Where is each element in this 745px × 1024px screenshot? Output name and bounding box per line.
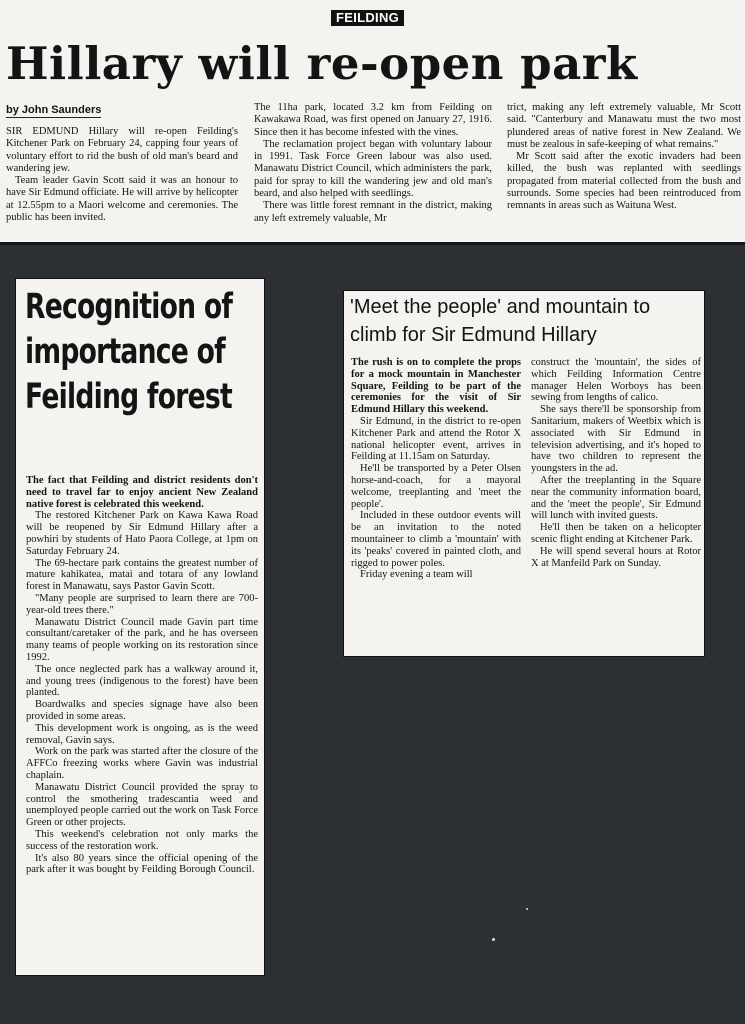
section-kicker: FEILDING: [331, 10, 404, 26]
paragraph: "Many people are surprised to learn there are 700-year-old trees there.": [26, 592, 258, 616]
clipping-column-2: [531, 357, 701, 653]
scan-speck: [492, 938, 495, 941]
lead-paragraph: The fact that Feilding and district residents don't need to travel far to enjoy ancient New Zealand native forest is celebrated this weekend.: [26, 475, 258, 510]
top-article-column-2: [254, 102, 492, 240]
main-headline: Hillary will re-open park: [6, 37, 638, 90]
byline: by John Saunders: [6, 104, 102, 116]
lead-paragraph: The rush is on to complete the props for a mock mountain in Manchester Square, Feilding to be part of the ceremonies for the visit of Sir Edmund Hillary this weekend.: [351, 357, 521, 416]
paragraph: Manawatu District Council provided the spray to control the smothering tradescantia weed and unemployed people carried out the work on Task Force Green or other projects.: [26, 781, 258, 829]
top-article-column-3: [507, 102, 741, 240]
clipping-body: [26, 475, 258, 876]
forest-clipping: [15, 278, 265, 976]
paragraph: He will spend several hours at Rotor X at Manfeild Park on Sunday.: [531, 545, 701, 569]
paragraph: After the treeplanting in the Square near the community information board, and the 'meet the people', Sir Edmund will lunch with invited guests.: [531, 474, 701, 522]
paragraph: Boardwalks and species signage have also been provided in some areas.: [26, 699, 258, 722]
paragraph: construct the 'mountain', the sides of which Feilding Information Centre manager Helen Worboys has been sewing from lengths of calico.: [531, 357, 701, 404]
paragraph: He'll then be taken on a helicopter scenic flight ending at Kitchener Park.: [531, 522, 701, 545]
paragraph: SIR EDMUND Hillary will re-open Feilding's Kitchener Park on February 24, capping four years of voluntary effort to rid the bush of old man's beard and wandering jew.: [6, 126, 238, 174]
paragraph: Mr Scott said after the exotic invaders had been killed, the bush was replanted with seedlings propagated from material collected from the bush and surrounds. Some species had been reintroduced from remnants in areas such as Waituna West.: [507, 151, 741, 212]
clipping-columns: [351, 357, 701, 653]
top-article-column-1: [6, 126, 238, 238]
paragraph: Team leader Gavin Scott said it was an honour to have Sir Edmund officiate. He will arrive by helicopter at 12.55pm to a Maori welcome and ceremonies. The public has been invited.: [6, 175, 238, 224]
paragraph: It's also 80 years since the official opening of the park after it was bought by Feilding Borough Council.: [26, 852, 258, 876]
paragraph: trict, making any left extremely valuable, Mr Scott said. "Canterbury and Manawatu must the two most plundered areas of native forest in New Zealand. We must be zealous in safe-keeping of what remains.": [507, 102, 741, 150]
paragraph: Included in these outdoor events will be an invitation to the noted mountaineer to climb a 'mountain' with its 'peaks' covered in painted cloth, and rigged to power poles.: [351, 510, 521, 569]
paragraph: The 11ha park, located 3.2 km from Feilding on Kawakawa Road, was first opened on January 27, 1916. Since then it has become infested with the vines.: [254, 102, 492, 138]
paragraph: The once neglected park has a walkway around it, and young trees (indigenous to the forest) have been planted.: [26, 663, 258, 699]
paragraph: The restored Kitchener Park on Kawa Kawa Road will be reopened by Sir Edmund Hillary after a powhiri by students of Hato Paora College, at 1pm on Saturday February 24.: [26, 510, 258, 557]
divider: [0, 242, 745, 245]
clipping-headline: Recognition of importance of Feilding forest: [25, 287, 233, 417]
paragraph: This weekend's celebration not only marks the success of the restoration work.: [26, 828, 258, 852]
paragraph: The 69-hectare park contains the greatest number of mature kahikatea, matai and totara of any lowland forest in Manawatu, says Pastor Gavin Scott.: [26, 557, 258, 593]
top-article: [0, 0, 745, 242]
paragraph: Manawatu District Council made Gavin part time consultant/caretaker of the park, and he has overseen many teams of people working on its restoration since 1992.: [26, 616, 258, 663]
paragraph: This development work is ongoing, as is the weed removal, Gavin says.: [26, 722, 258, 746]
paragraph: Sir Edmund, in the district to re-open Kitchener Park and attend the Rotor X national helicopter event, arrives in Feilding at 11.15am on Saturday.: [351, 415, 521, 463]
paragraph: She says there'll be sponsorship from Sanitarium, makers of Weetbix which is associated with Sir Edmund in television advertising, and it's hoped to have two children to represent the youngsters in the ad.: [531, 404, 701, 475]
paragraph: There was little forest remnant in the district, making any left extremely valuable, Mr: [254, 200, 492, 224]
paragraph: Friday evening a team will: [360, 569, 473, 581]
scan-speck: [526, 908, 528, 910]
paragraph: Work on the park was started after the closure of the AFFCo freezing works where Gavin was industrial chaplain.: [26, 746, 258, 781]
clipping-column-1: [351, 357, 521, 653]
paragraph: He'll be transported by a Peter Olsen horse-and-coach, for a mayoral welcome, treeplanting and 'meet the people'.: [351, 463, 521, 510]
paragraph: The reclamation project began with voluntary labour in 1991. Task Force Green labour was also used. Manawatu District Council, which administers the park, paid for spray to kill the wandering jew and old man's beard, and also helped with seedlings.: [254, 138, 492, 200]
meet-the-people-clipping: [343, 290, 705, 657]
clipping-headline: 'Meet the people' and mountain to climb for Sir Edmund Hillary: [350, 296, 651, 346]
